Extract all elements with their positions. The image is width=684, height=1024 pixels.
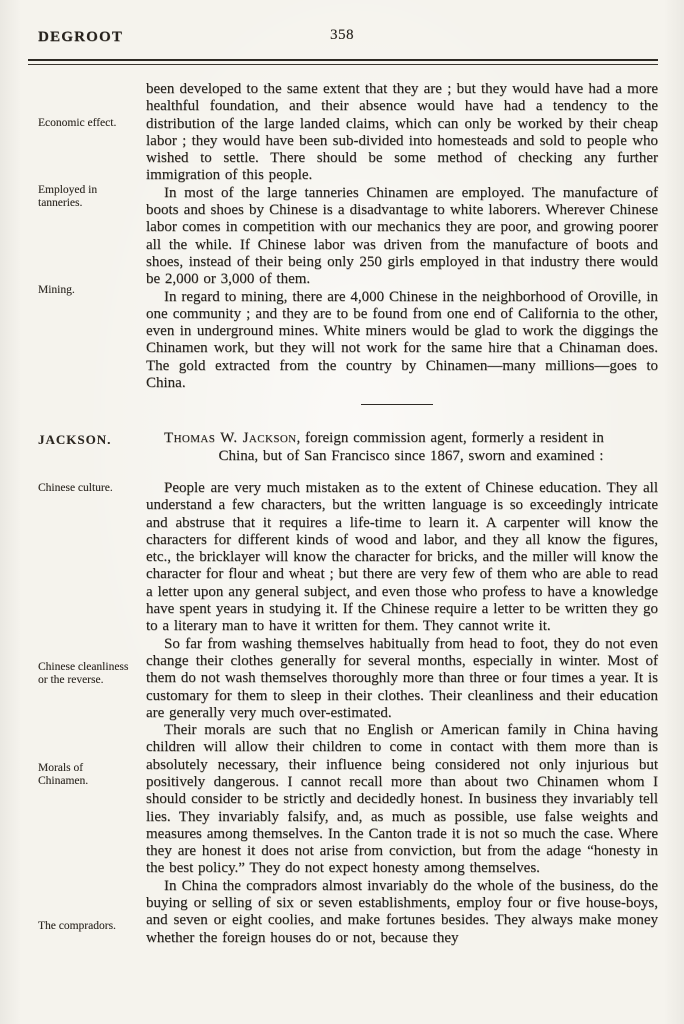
running-header-witness: DEGROOT [38, 29, 124, 45]
jackson-paragraph-compradors: In China the compradors almost invariably do the whole of the business, do the buying or selling of six or seven establishments, employ four or five house-boys, and seven or eight coolies, and make fortunes besides. They always make money whether the foreign houses do or not, because they [146, 877, 658, 946]
degroot-paragraph-mining: In regard to mining, there are 4,000 Chinese in the neighborhood of Oroville, in one community ; and they are to be found from one end of California to the other, even in underground mines. White miners would be glad to work the diggings the Chinamen work, but they will not work for the same hire that a Chinaman does. The gold extracted from the country by Chinamen—many millions—goes to China. [146, 288, 658, 392]
sidenote-chinese-cleanliness: Chinese cleanliness or the reverse. [38, 661, 129, 686]
main-text-column [146, 81, 658, 947]
witness-name: Thomas W. Jackson [164, 430, 297, 447]
jackson-paragraph-chinese-culture: People are very much mistaken as to the extent of Chinese education. They all understand a few characters, but the written language is so exceedingly intricate and abstruse that it requires a life-time to learn it. A carpenter will know the characters for different kinds of wood and labor, and they all know the figures, etc., the bricklayer will know the character for bricks, and the miller will know the character for flour and wheat ; but there are very few of them who are able to read a letter upon any general subject, and even those who profess to have a knowledge have spent years in studying it. If the Chinese require a letter to be written they go to a literary man to have it written for them. They cannot write it. [146, 479, 658, 635]
sidenote-morals-of-chinamen: Morals of Chinamen. [38, 762, 89, 787]
sidenote-chinese-culture: Chinese culture. [38, 482, 113, 494]
sidenote-mining: Mining. [38, 284, 75, 296]
jackson-testimony-heading-line2: China, but of San Francisco since 1867, sworn and examined : [218, 447, 604, 464]
jackson-paragraph-cleanliness: So far from washing themselves habitually from head to foot, they do not even change their clothes generally for several months, especially in winter. Most of them do not wash themselves thoroughly more than three or four times a year. It is customary for them to sleep in their clothes. Their cleanliness and their education are generally very much over-estimated. [146, 635, 658, 721]
degroot-paragraph-tanneries: In most of the large tanneries Chinamen are employed. The manufacture of boots and shoes by Chinese is a disadvantage to white laborers. Wherever Chinese labor comes in competition with our mechanics they are poor, and growing poorer all the while. If Chinese labor was driven from the manufacture of boots and shoes, instead of their being only 250 girls employed in that industry there would be 2,000 or 3,000 of them. [146, 184, 658, 288]
witness-description: , foreign commission agent, formerly a resident in [296, 430, 604, 447]
section-divider-rule [361, 404, 433, 405]
page-number: 358 [330, 27, 354, 43]
sidenote-witness-jackson: JACKSON. [38, 432, 112, 447]
jackson-testimony-heading-line1 [146, 430, 658, 447]
sidenote-employed-in-tanneries: Employed in tanneries. [38, 184, 98, 209]
sidenote-economic-effect: Economic effect. [38, 117, 117, 129]
header-double-rule [28, 59, 658, 65]
sidenote-the-compradors: The compradors. [38, 920, 116, 932]
jackson-paragraph-morals: Their morals are such that no English or American family in China having children will allow their children to come in contact with them more than is absolutely necessary, their influence being considered not only injurious but positively dangerous. I cannot recall more than about two Chinamen whom I should consider to be strictly and decidedly honest. In business they invariably tell lies. They invariably falsify, and, as much as possible, use false weights and measures among themselves. In the Canton trade it is not so much the case. Where they are honest it does not arise from conviction, but from the adage “honesty in the best policy.” They do not expect honesty among themselves. [146, 722, 658, 877]
degroot-paragraph-economic-effect: been developed to the same extent that they are ; but they would have had a more healthful foundation, and their absence would have had a tendency to the distribution of the large landed claims, which can only be worked by their cheap labor ; they would have been sub-divided into homesteads and sold to people who wished to settle. There should be some method of checking any further immigration of this people. [146, 81, 658, 184]
